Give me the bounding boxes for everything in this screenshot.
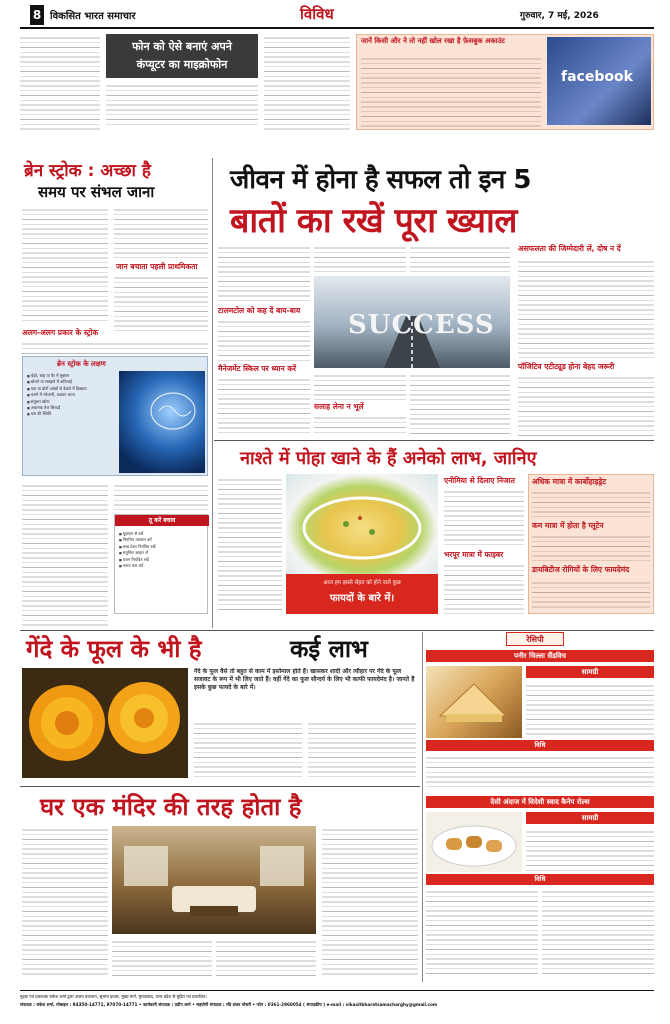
brain-body-col-5 — [22, 482, 108, 628]
phone-headline-1: फोन को ऐसे बनाएं अपने — [132, 40, 232, 53]
dosa-vidhi-body-1 — [426, 888, 538, 978]
dosa-vidhi-body-2 — [542, 888, 654, 978]
poha-side-body-2 — [532, 533, 650, 561]
poha-body-col-3 — [444, 562, 524, 614]
poha-body-col-2 — [444, 488, 524, 546]
sandwich-illustration — [426, 666, 522, 738]
strip-text-col-3 — [264, 34, 350, 130]
poha-caption-box — [286, 574, 438, 614]
success-body-col-3 — [410, 244, 510, 272]
brain-subhead-2: अलग-अलग प्रकार के स्ट्रोक — [22, 328, 99, 337]
success-subhead-1: टालमटोल को कह दें बाय-बाय — [218, 306, 301, 315]
paneer-vidhi-label: विधि — [426, 740, 654, 751]
poha-caption-2: फायदों के बारे में। — [329, 593, 395, 604]
facebook-body — [361, 55, 541, 127]
paneer-vidhi-body — [426, 754, 654, 790]
success-subhead-4: असफलता की जिम्मेदारी लें, दोष न दें — [518, 244, 621, 253]
header-rule — [20, 27, 654, 29]
success-body-col-6 — [314, 372, 406, 400]
dosa-vidhi-label: विधि — [426, 874, 654, 885]
footer-imprint-1: मुद्रक एवं प्रकाशक राकेश शर्मा द्वारा अजय प्रकाशन, सुभाष हाउस, मुख्य मार्ग, मुरादाबाद, उत्तर प्रदेश से मुद्रित एवं प्रकाशित। — [20, 994, 207, 999]
prevention-item: ■ तनाव कम करें — [119, 563, 205, 569]
prevention-item: ■ नियमित व्यायाम करें — [119, 537, 205, 543]
prevention-item: ■ वजन नियंत्रित रखें — [119, 557, 205, 563]
brain-body-col-6 — [114, 482, 208, 510]
phone-headline-2: कंप्यूटर का माइक्रोफोन — [136, 58, 228, 71]
success-body-col-1 — [218, 244, 310, 304]
phone-headline-box — [106, 34, 258, 78]
success-subhead-3: सलाह लेना न भूलें — [314, 402, 364, 411]
issue-date: गुरुवार, 7 मई, 2026 — [520, 11, 599, 21]
paneer-samagri-label: सामग्री — [526, 666, 654, 678]
success-body-col-10 — [518, 374, 654, 436]
poha-side-body-3 — [532, 579, 650, 611]
poha-side-body-1 — [532, 489, 650, 517]
brain-symptoms-list — [27, 373, 117, 418]
poha-subhead-2: भरपूर मात्रा में फाइबर — [444, 550, 504, 559]
brain-body-col-3 — [114, 274, 208, 334]
footer-rule — [20, 990, 654, 991]
section-rule-2 — [20, 630, 654, 631]
top-strip — [20, 32, 654, 132]
marigold-body-col-2 — [308, 720, 416, 780]
poha-title: नाश्ते में पोहा खाने के हैं अनेको लाभ, जानिए — [240, 448, 537, 469]
brain-symptoms-box — [22, 356, 208, 476]
paper-name: विकसित भारत समाचार — [50, 11, 136, 22]
home-body-col-3 — [216, 938, 316, 978]
brain-prevention-box — [114, 514, 208, 614]
marigold-title-2: कई लाभ — [290, 635, 368, 663]
paneer-samagri-body — [526, 682, 654, 738]
success-body-col-8 — [410, 372, 510, 436]
prevention-item: ■ ब्लड प्रेशर नियंत्रित रखें — [119, 544, 205, 550]
brain-symptoms-title: ब्रेन स्ट्रोक के लक्षण — [57, 360, 106, 368]
facebook-article — [356, 34, 654, 130]
poha-side-subhead-3: डायबिटीज रोगियों के लिए फायदेमंद — [532, 565, 630, 574]
symptom-item: ■ एक या दोनों आंखों से देखने में दिक्कत — [27, 386, 117, 392]
poha-body-col-1 — [218, 476, 282, 614]
poha-plate-illustration — [286, 474, 438, 574]
marigold-photo — [22, 668, 188, 778]
page-header — [0, 0, 670, 36]
marigold-intro: गेंदे के फूल वैसे तो बहुत से काम में इस्तेमाल होते हैं। खासकर शादी और त्यौहार पर गेंदे के फूल सजावट के रूप में भी लिए जाते हैं। वहीं गेंदे का फूल सौन्दर्य के लिए भी काफी फायदेमंद है। जानते हैं इसके कुछ फायदे के बारे में। — [194, 668, 415, 691]
prevention-item: ■ संतुलित आहार लें — [119, 550, 205, 556]
section-rule-1 — [214, 440, 654, 441]
success-body-col-7 — [314, 414, 406, 436]
symptom-item: ■ संतुलन खोना — [27, 399, 117, 405]
recipe-panel — [426, 632, 654, 982]
brain-illustration — [119, 371, 205, 473]
brain-prevention-label: तू करें बचाव — [115, 515, 209, 526]
marigold-title-1: गेंदे के फूल के भी है — [26, 635, 202, 663]
success-body-col-4 — [218, 318, 310, 362]
home-title: घर एक मंदिर की तरह होता है — [40, 793, 302, 821]
home-body-col-4 — [322, 826, 418, 978]
facebook-logo-text: facebook — [561, 69, 633, 85]
rolls-illustration — [426, 812, 522, 872]
brain-prevention-list — [119, 531, 205, 569]
symptom-item: ■ भ्रम की स्थिति — [27, 411, 117, 417]
recipe-label: रेसिपी — [506, 632, 564, 646]
dosa-title: देसी अंदाज में विदेशी स्वाद कैनेप रोल्स — [426, 796, 654, 808]
success-subhead-2: मैनेजमेंट स्किल पर ध्यान करें — [218, 364, 297, 373]
poha-sidebar — [528, 474, 654, 614]
symptom-item: ■ बोलने या समझने में कठिनाई — [27, 379, 117, 385]
success-title-1: जीवन में होना है सफल तो इन 5 — [230, 165, 531, 195]
footer-imprint-2: संपादक : राकेश शर्मा, मोबाइल : 94350-14771, 97070-14771 • कार्यकारी संपादक : प्रदीप शर्मा • सहयोगी संपादक : रवि शंकर चौधरी • फोन : 0361-2960054 ( संपादकीय ) e-mail : vikasitbharatsamacharghy@gmail.com — [20, 1002, 438, 1007]
marigold-flowers-illustration — [22, 668, 188, 778]
home-photo — [112, 826, 316, 934]
facebook-photo — [547, 37, 651, 125]
strip-text-col-2 — [106, 82, 258, 128]
success-image — [314, 276, 510, 368]
prevention-item: ■ धूम्रपान से बचें — [119, 531, 205, 537]
home-body-col-2 — [112, 938, 212, 978]
poha-photo — [286, 474, 438, 574]
poha-caption-1: आज हम इससे सेहत को होने वाले कुछ — [323, 580, 401, 586]
section-rule-3 — [20, 786, 420, 787]
symptom-item: ■ चलने में परेशानी, चक्कर आना — [27, 392, 117, 398]
poha-side-subhead-2: कम मात्रा में होता है ग्लूटेन — [532, 521, 604, 530]
success-body-col-2 — [314, 244, 406, 272]
brain-title-1: ब्रेन स्ट्रोक : अच्छा है — [24, 161, 151, 181]
paneer-photo — [426, 666, 522, 738]
paneer-title: पनीर चिल्ला सैंडविच — [426, 650, 654, 662]
poha-subhead-1: एनीमिया से दिलाए निजात — [444, 476, 515, 485]
poha-side-subhead-1: अधिक मात्रा में कार्बोहाइड्रेट — [532, 477, 607, 486]
brain-subhead-1: जान बचाता पहली प्राथमिकता — [116, 262, 198, 271]
dosa-samagri-label: सामग्री — [526, 812, 654, 824]
living-room-illustration — [112, 826, 316, 934]
strip-text-col-1 — [20, 34, 100, 130]
brain-body-col-4 — [22, 340, 208, 354]
success-body-col-9 — [518, 258, 654, 358]
symptom-item: ■ चेहरे, बांह या पैर में सुन्नपन — [27, 373, 117, 379]
symptom-item: ■ अचानक तेज सिरदर्द — [27, 405, 117, 411]
facebook-headline: जानें किसी और ने तो नहीं खोल रखा है फ़ेसबुक अकाउंट — [361, 37, 505, 45]
brain-glow-icon — [119, 371, 205, 473]
section-title: विविध — [300, 5, 334, 23]
brain-title-2: समय पर संभल जाना — [38, 183, 155, 201]
dosa-photo — [426, 812, 522, 872]
marigold-body-col-1 — [194, 720, 302, 780]
success-title-2: बातों का रखें पूरा ख्याल — [230, 201, 517, 241]
page-number: 8 — [30, 5, 44, 25]
success-body-col-5 — [218, 376, 310, 436]
brain-body-col-2 — [114, 206, 208, 258]
dosa-samagri-body — [526, 828, 654, 872]
brain-body-col-1 — [22, 206, 108, 324]
success-subhead-5: पॉजिटिव एटीट्यूड होना बेहद जरूरी — [518, 362, 615, 371]
home-body-col-1 — [22, 826, 108, 978]
col-divider-1 — [212, 158, 213, 628]
col-divider-2 — [422, 632, 423, 982]
success-word: SUCCESS — [348, 310, 495, 340]
